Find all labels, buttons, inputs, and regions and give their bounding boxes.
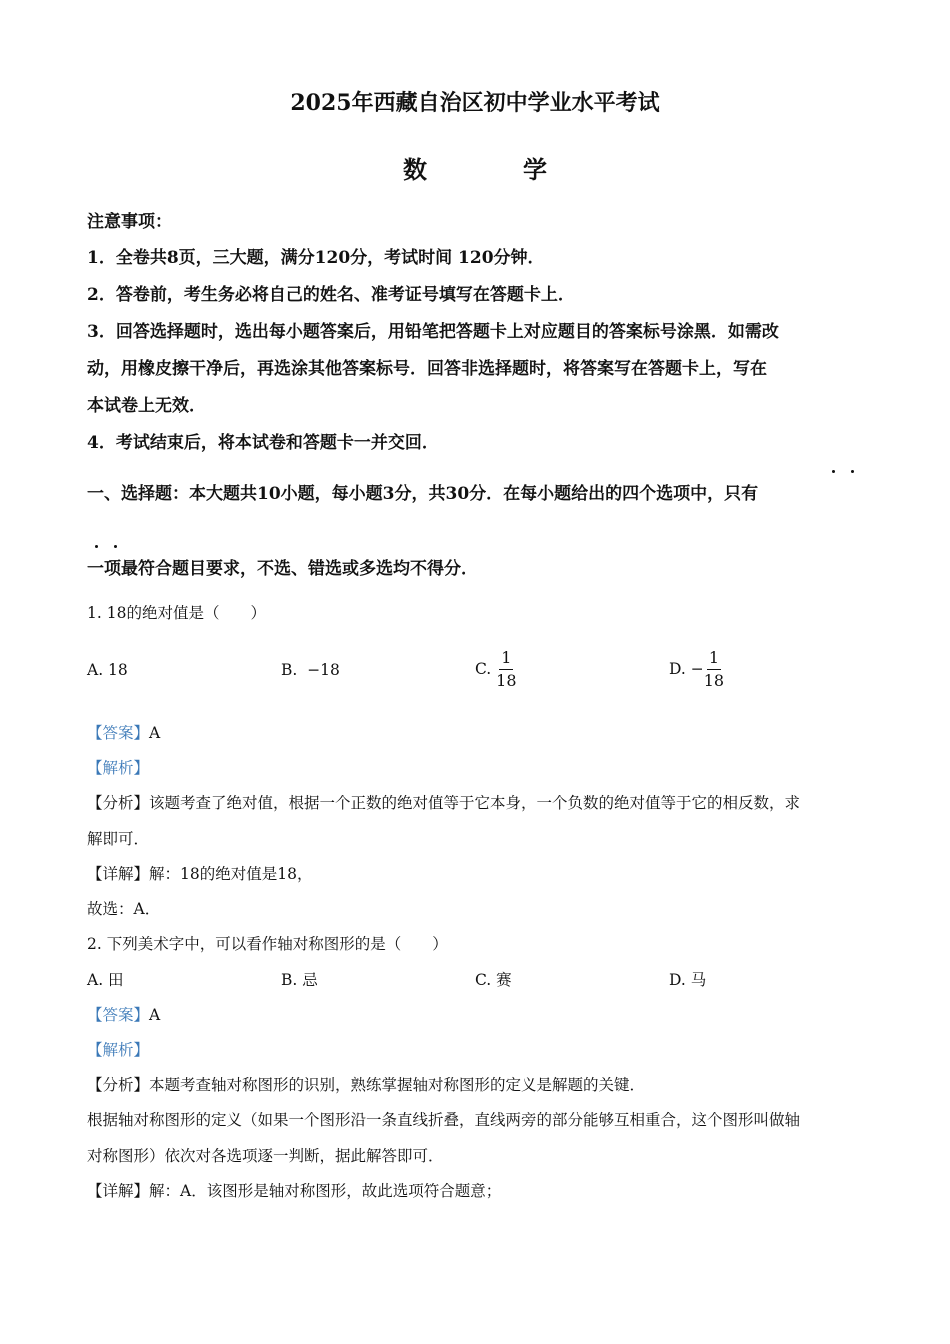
answer-value: A [149, 1006, 161, 1024]
question-1-analysis-tag: 【解析】 [87, 759, 150, 777]
detail-text: 解：A．该图形是轴对称图形，故此选项符合题意； [149, 1182, 502, 1200]
question-1-option-a: A. 18 [87, 661, 128, 679]
fraction-denominator: 18 [496, 670, 517, 690]
fraction-numerator: 1 [707, 650, 721, 670]
section-1-heading-line-1: 一、选择题：本大题共10小题，每小题3分，共30分．在每小题给出的四个选项中，只有 [87, 484, 759, 504]
fraction [703, 647, 725, 690]
answer-tag: 【答案】 [87, 1006, 150, 1024]
subject-char-left: 数 [403, 155, 427, 184]
fraction [496, 647, 517, 690]
question-2-detail [87, 1179, 501, 1201]
question-1-fenxi-line-2: 解即可． [87, 830, 150, 848]
notice-item-3-line-3: 本试卷上无效． [87, 396, 206, 416]
option-label: B. [281, 661, 298, 679]
notice-item-1: 1．全卷共8页，三大题，满分120分，考试时间 120分钟． [87, 248, 545, 268]
answer-tag: 【答案】 [87, 724, 150, 742]
question-2-stem: 2. 下列美术字中，可以看作轴对称图形的是（ ） [87, 935, 448, 953]
question-1-fenxi-line-1 [87, 791, 800, 813]
question-1-detail [87, 862, 312, 884]
subject-char-right: 学 [523, 155, 547, 184]
question-2-rule-line-2: 对称图形）依次对各选项逐一判断，据此解答即可． [87, 1147, 444, 1165]
answer-value: A [149, 724, 161, 742]
fraction-numerator: 1 [499, 650, 513, 670]
question-2-answer [87, 1003, 160, 1025]
option-value: −18 [307, 661, 340, 679]
fenxi-tag: 【分析】 [87, 1076, 150, 1094]
detail-text: 解：18的绝对值是18， [149, 865, 313, 883]
minus-sign: − [690, 660, 704, 678]
question-2-rule-line-1: 根据轴对称图形的定义（如果一个图形沿一条直线折叠，直线两旁的部分能够互相重合，这个图形叫做轴 [87, 1111, 801, 1129]
section-1-heading-line-2: 一项最符合题目要求，不选、错选或多选均不得分． [87, 559, 478, 579]
fenxi-tag: 【分析】 [87, 794, 150, 812]
subject-heading [0, 150, 950, 185]
question-2-option-d: D. 马 [669, 971, 707, 989]
question-1-stem: 1. 18的绝对值是（ ） [87, 604, 266, 622]
fraction-denominator: 18 [703, 670, 725, 690]
emphasis-dot [851, 470, 854, 473]
notice-item-3-line-1: 3．回答选择题时，选出每小题答案后，用铅笔把答题卡上对应题目的答案标号涂黑．如需改 [87, 322, 779, 342]
question-2-analysis-tag: 【解析】 [87, 1041, 150, 1059]
notice-heading: 注意事项： [87, 212, 172, 232]
notice-item-2: 2．答卷前，考生务必将自己的姓名、准考证号填写在答题卡上． [87, 285, 575, 305]
detail-tag: 【详解】 [87, 1182, 150, 1200]
option-label: C. [475, 660, 492, 678]
option-label: D. [669, 660, 686, 678]
fenxi-text: 该题考查了绝对值，根据一个正数的绝对值等于它本身，一个负数的绝对值等于它的相反数，求 [149, 794, 801, 812]
exam-title: 2025年西藏自治区初中学业水平考试 [290, 90, 660, 116]
fenxi-text: 本题考查轴对称图形的识别，熟练掌握轴对称图形的定义是解题的关键． [149, 1076, 646, 1094]
notice-item-3-line-2: 动，用橡皮擦干净后，再选涂其他答案标号．回答非选择题时，将答案写在答题卡上，写在 [87, 359, 767, 379]
question-1-choose: 故选：A． [87, 900, 161, 918]
question-2-option-b: B. 忌 [281, 971, 318, 989]
detail-tag: 【详解】 [87, 865, 150, 883]
question-2-fenxi [87, 1073, 645, 1095]
question-2-option-c: C. 赛 [475, 971, 512, 989]
notice-item-4: 4．考试结束后，将本试卷和答题卡一并交回． [87, 433, 439, 453]
question-1-answer [87, 721, 160, 743]
emphasis-dot [95, 545, 98, 548]
emphasis-dot [832, 470, 835, 473]
question-1-option-c [475, 634, 517, 704]
question-1-option-d [669, 634, 724, 704]
question-1-option-b [281, 661, 340, 679]
question-2-option-a: A. 田 [87, 971, 124, 989]
emphasis-dot [114, 545, 117, 548]
